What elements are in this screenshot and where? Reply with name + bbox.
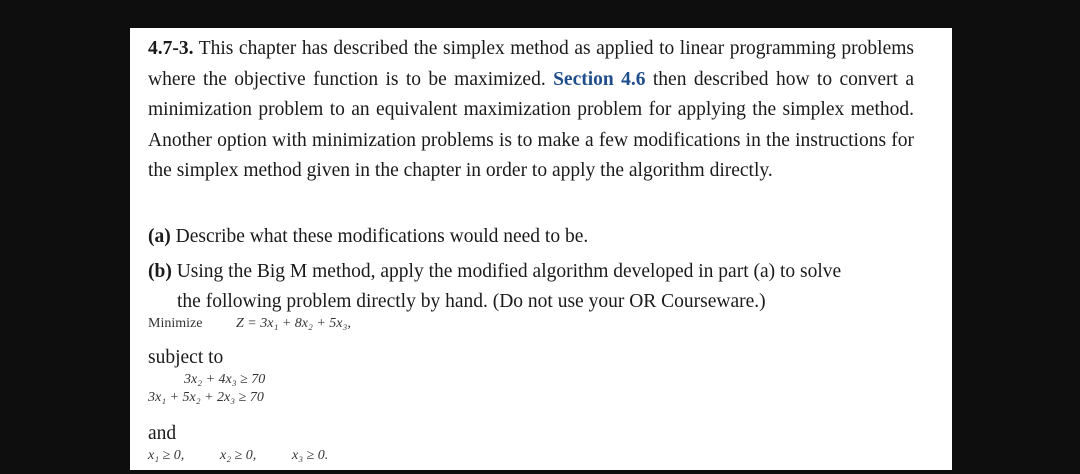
part-b-line2: the following problem directly by hand. (Do not use your OR Courseware.) xyxy=(177,291,766,312)
problem-number: 4.7-3. xyxy=(148,38,194,59)
problem-intro-part2: then described how to convert a minimization problem to an equivalent maximization problem for applying the simplex method. Another option with minimization problems is to make a few modifications in the instructions for the simplex method given in the chapter in order to apply the algorithm directly. xyxy=(148,68,914,182)
problem-statement xyxy=(148,34,914,187)
part-a-text: Describe what these modifications would need to be. xyxy=(170,226,589,247)
part-a-label: (a) xyxy=(148,226,171,247)
nonneg-x2: x₂ ≥ 0, xyxy=(220,448,257,463)
document-page xyxy=(130,28,952,474)
part-b-line1: Using the Big M method, apply the modified algorithm developed in part (a) to solve xyxy=(171,261,842,282)
nonneg-x3: x₃ ≥ 0. xyxy=(292,448,329,463)
section-reference-link[interactable]: Section 4.6 xyxy=(553,68,646,90)
part-b-label: (b) xyxy=(148,261,172,282)
problem-intro-part1: This chapter has described the simplex method as applied to linear programming problems where the objective function is to be maximized. xyxy=(148,38,914,90)
objective-expression: Z = 3x₁ + 8x₂ + 5x₃, xyxy=(236,316,351,331)
nonneg-x1: x₁ ≥ 0, xyxy=(148,448,185,463)
part-a xyxy=(148,222,914,252)
bottom-border xyxy=(0,470,1080,474)
constraint-1: 3x₂ + 4x₃ ≥ 70 xyxy=(184,372,266,387)
objective-function xyxy=(148,315,351,333)
and-label: and xyxy=(148,423,177,444)
minimize-label: Minimize xyxy=(148,316,203,331)
part-b xyxy=(148,257,914,317)
nonnegativity-constraints xyxy=(148,448,328,464)
constraint-2: 3x₁ + 5x₂ + 2x₃ ≥ 70 xyxy=(148,390,264,405)
subject-to-label: subject to xyxy=(148,347,224,368)
